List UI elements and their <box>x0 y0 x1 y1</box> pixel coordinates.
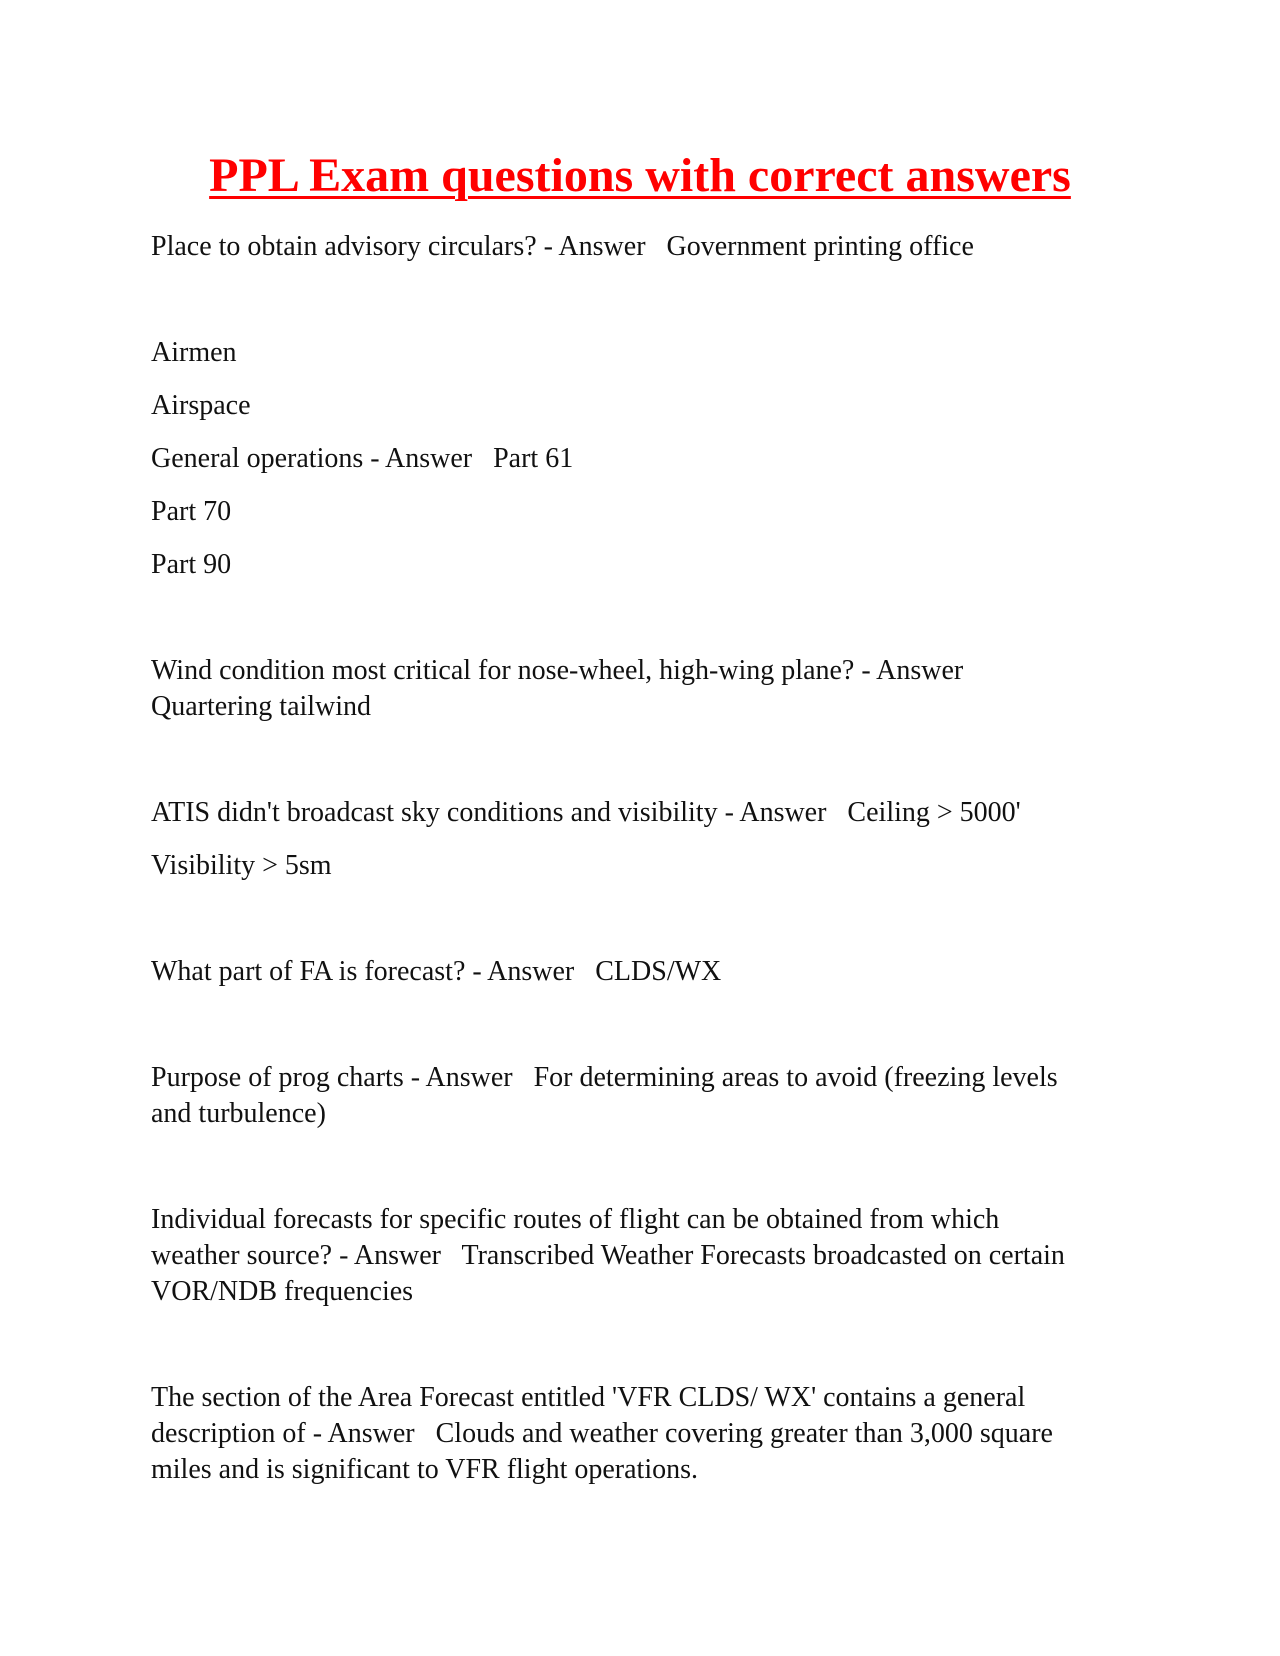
text-line: Part 90 <box>151 549 232 580</box>
text-line: The section of the Area Forecast entitled 'VFR CLDS/ WX' contains a general <box>151 1382 1026 1413</box>
text-line: VOR/NDB frequencies <box>151 1276 414 1307</box>
text-line: Purpose of prog charts - Answer For determining areas to avoid (freezing levels <box>151 1062 1058 1093</box>
text-line: Visibility > 5sm <box>151 850 332 881</box>
text-line: Wind condition most critical for nose-wheel, high-wing plane? - Answer <box>151 655 964 686</box>
text-line: description of - Answer Clouds and weather covering greater than 3,000 square <box>151 1418 1053 1449</box>
text-line: weather source? - Answer Transcribed Weather Forecasts broadcasted on certain <box>151 1240 1065 1271</box>
text-line: Quartering tailwind <box>151 691 372 722</box>
document-title: PPL Exam questions with correct answers <box>209 149 1071 202</box>
text-line: ATIS didn't broadcast sky conditions and visibility - Answer Ceiling > 5000' <box>151 797 1021 828</box>
text-line: General operations - Answer Part 61 <box>151 443 574 474</box>
text-line: Airspace <box>151 390 251 421</box>
text-line: Place to obtain advisory circulars? - Answer Government printing office <box>151 231 974 262</box>
text-line: Part 70 <box>151 496 232 527</box>
text-line: What part of FA is forecast? - Answer CLDS/WX <box>151 956 722 987</box>
text-line: Individual forecasts for specific routes of flight can be obtained from which <box>151 1204 1000 1235</box>
text-line: miles and is significant to VFR flight operations. <box>151 1454 698 1485</box>
text-line: and turbulence) <box>151 1098 326 1129</box>
text-line: Airmen <box>151 337 237 368</box>
